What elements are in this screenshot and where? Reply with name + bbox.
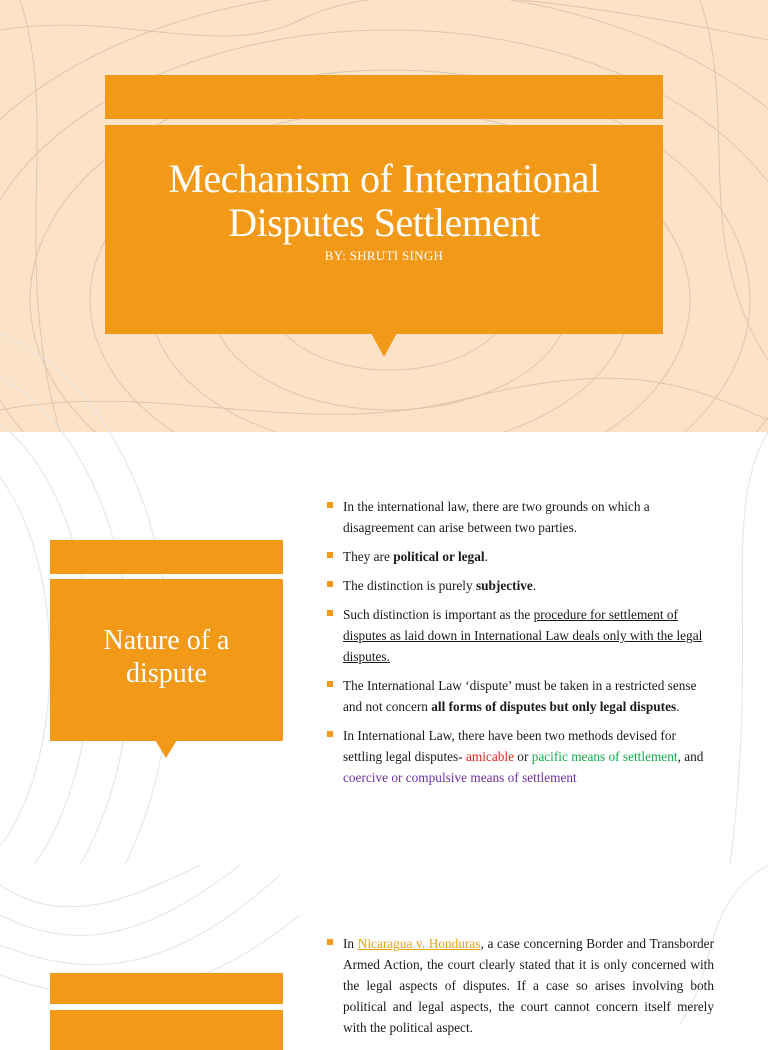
section-title-line-2: dispute [126,658,207,689]
bullet-text: In International Law, there have been two methods devised for settling legal disputes- [343,728,676,764]
bullet-bold-text: all forms of disputes but only legal disputes [431,699,677,714]
list-item [327,496,714,538]
square-bullet-icon [327,581,333,587]
side-accent-strip [50,540,283,574]
bullet-text: , and [677,749,704,764]
bullet-text: They are [343,549,394,564]
coercive-means-text: coercive or compulsive means of settlement [343,770,577,785]
bullet-bold-text: political or legal [393,549,485,564]
bullet-underlined-text: procedure for settlement of disputes as laid down in International Law deals only with the legal disputes. [343,607,703,664]
paragraph-text: , a case concerning Border and Transborder Armed Action, the court clearly stated that it is only concerned with the legal aspects of disputes. If a case so arises involving both political and legal aspects, the court cannot concern itself merely with the political aspect. [343,936,715,1035]
bullet-text: Such distinction is important as the [343,607,534,622]
square-bullet-icon [327,502,333,508]
pacific-means-text: pacific means of settlement [531,749,678,764]
amicable-text: amicable [465,749,514,764]
side-title-box [50,1010,283,1050]
bullet-text: . [484,549,488,564]
case-paragraph [327,933,714,1038]
square-bullet-icon [327,552,333,558]
title-slide [0,0,768,432]
title-line-2: Disputes Settlement [228,200,540,245]
author-subtitle: BY: SHRUTI SINGH [324,248,444,263]
square-bullet-icon [327,731,333,737]
paragraph-text: In [343,936,358,951]
bullet-text: The International Law ‘dispute’ must be taken in a restricted sense and not concern [343,678,697,714]
bullet-text: The distinction is purely [343,578,476,593]
callout-pointer [371,333,397,357]
list-item [327,575,714,596]
callout-pointer [155,740,177,758]
nicaragua-case-slide [0,865,768,1035]
list-item [327,675,714,717]
nature-of-dispute-slide [0,432,768,865]
list-item [327,546,714,567]
title-line-1: Mechanism of International [168,156,600,201]
bullet-bold-text: subjective [475,578,533,593]
bullet-text: . [532,578,537,593]
bullet-text: In the international law, there are two grounds on which a disagreement can arise between two parties. [343,499,650,535]
page-title [105,157,663,245]
bullet-text: . [676,699,680,714]
section-title [50,624,283,690]
bullet-text: or [513,749,532,764]
title-box [105,125,663,334]
title-accent-strip [105,75,663,119]
side-title-box [50,579,283,741]
section-title-line-1: Nature of a [103,625,230,656]
bullet-list [327,496,714,796]
side-accent-strip [50,973,283,1004]
list-item [327,604,714,667]
square-bullet-icon [327,610,333,616]
square-bullet-icon [327,939,333,945]
list-item [327,725,714,788]
case-link[interactable]: Nicaragua v. Honduras [357,936,481,951]
square-bullet-icon [327,681,333,687]
